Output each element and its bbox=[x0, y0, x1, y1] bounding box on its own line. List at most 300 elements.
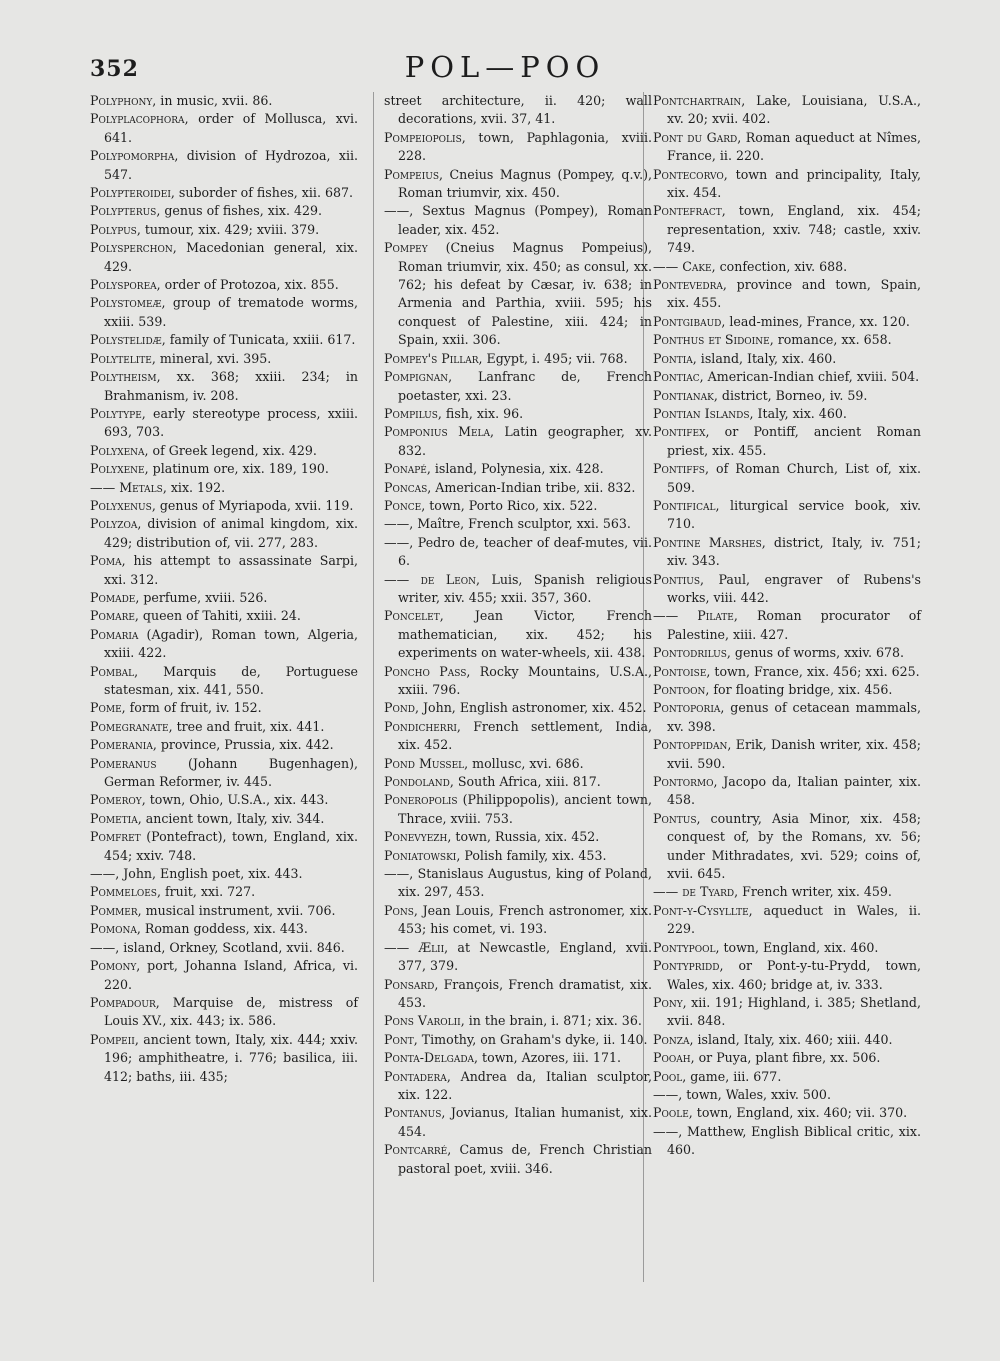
index-entry bbox=[653, 994, 921, 1031]
index-entry bbox=[384, 405, 652, 423]
entry-headword: Pont du Gard bbox=[653, 129, 738, 145]
entry-headword: Pontine Marshes bbox=[653, 534, 762, 550]
entry-text: , Rocky Mountains, U.S.A., xxiii. 796. bbox=[398, 663, 652, 697]
entry-headword: Pontchartrain bbox=[653, 93, 742, 108]
index-entry bbox=[90, 663, 358, 700]
entry-text: , town, France, xix. 456; xxi. 625. bbox=[706, 663, 920, 679]
entry-headword: Polytelite bbox=[90, 350, 152, 366]
index-column-3 bbox=[653, 92, 921, 1160]
index-entry bbox=[90, 147, 358, 184]
entry-text: , town, England, xix. 460. bbox=[715, 939, 879, 955]
entry-text: , romance, xx. 658. bbox=[769, 332, 892, 348]
index-column-1 bbox=[90, 92, 358, 1086]
entry-text: , aqueduct in Wales, ii. 229. bbox=[667, 902, 921, 937]
entry-text: , Matthew, English Biblical critic, xix. 460. bbox=[667, 1123, 921, 1158]
entry-headword: Pooah bbox=[653, 1050, 691, 1066]
entry-text: , American-Indian tribe, xii. 832. bbox=[427, 479, 636, 495]
entry-headword: Polystelidæ bbox=[90, 332, 162, 348]
entry-headword: Polyxene bbox=[90, 461, 145, 477]
entry-headword: Pontypool bbox=[653, 939, 716, 955]
entry-headword: Pontecorvo bbox=[653, 166, 724, 182]
index-entry bbox=[90, 736, 358, 754]
entry-headword: Pontoppidan bbox=[653, 737, 728, 753]
entry-text: , Jean Louis, French astronomer, xix. 453; his comet, vi. 193. bbox=[398, 902, 652, 937]
entry-headword: Pommer bbox=[90, 902, 138, 918]
index-entry bbox=[653, 699, 921, 736]
index-entry bbox=[90, 589, 358, 607]
index-entry bbox=[653, 258, 921, 276]
index-entry bbox=[384, 663, 652, 700]
entry-headword: —— bbox=[90, 939, 116, 955]
entry-text: , province, Prussia, xix. 442. bbox=[152, 737, 334, 753]
entry-text: , Roman goddess, xix. 443. bbox=[136, 921, 308, 937]
entry-headword: Pontia bbox=[653, 350, 693, 366]
index-entry bbox=[90, 497, 358, 515]
entry-text: , town, Russia, xix. 452. bbox=[447, 829, 600, 845]
entry-text: , early stereotype process, xxiii. 693, 703. bbox=[104, 405, 358, 440]
index-entry bbox=[653, 313, 921, 331]
entry-headword: Pometia bbox=[90, 810, 138, 826]
entry-text: , Latin geographer, xv. 832. bbox=[398, 424, 652, 458]
entry-headword: Pontypridd bbox=[653, 958, 720, 974]
entry-headword: Pontian Islands bbox=[653, 405, 750, 421]
entry-text: , at Newcastle, England, xvii. 377, 379. bbox=[398, 939, 652, 974]
index-entry bbox=[653, 276, 921, 313]
entry-text: , for floating bridge, xix. 456. bbox=[705, 682, 893, 697]
entry-text: , mollusc, xvi. 686. bbox=[464, 755, 584, 771]
entry-headword: Pontianak bbox=[653, 387, 714, 403]
entry-text: , town, Wales, xxiv. 500. bbox=[678, 1086, 831, 1102]
index-entry bbox=[653, 1031, 921, 1049]
entry-headword: Pome bbox=[90, 700, 122, 716]
index-entry bbox=[653, 1049, 921, 1067]
entry-text: , island, Orkney, Scotland, xvii. 846. bbox=[115, 939, 345, 955]
entry-text: , Pedro de, teacher of deaf-mutes, vii. 6. bbox=[398, 534, 652, 569]
entry-headword: Pontodrilus bbox=[653, 645, 727, 661]
entry-headword: Pony bbox=[653, 994, 683, 1010]
index-entry bbox=[384, 718, 652, 755]
index-entry bbox=[653, 202, 921, 257]
index-entry bbox=[90, 405, 358, 442]
entry-text: , town, England, xix. 454; representation, xxiv. 748; castle, xxiv. 749. bbox=[667, 203, 921, 256]
entry-headword: Pontgibaud bbox=[653, 313, 722, 329]
entry-text: , of Greek legend, xix. 429. bbox=[144, 442, 317, 458]
entry-text: , Andrea da, Italian sculptor, xix. 122. bbox=[398, 1068, 652, 1102]
entry-headword: Polypteroidei bbox=[90, 185, 171, 201]
entry-headword: Poncho Pass bbox=[384, 663, 467, 679]
index-entry bbox=[384, 129, 652, 166]
entry-headword: Pompeiopolis bbox=[384, 129, 462, 145]
index-entry bbox=[653, 534, 921, 571]
index-entry bbox=[384, 1031, 652, 1049]
index-entry bbox=[90, 442, 358, 460]
index-entry bbox=[90, 552, 358, 589]
entry-text: , Erik, Danish writer, xix. 458; xvii. 590. bbox=[667, 737, 921, 771]
index-entry bbox=[653, 663, 921, 681]
index-entry bbox=[653, 571, 921, 608]
entry-text: , game, iii. 677. bbox=[682, 1068, 782, 1084]
index-entry bbox=[653, 607, 921, 644]
entry-headword: Polypomorpha bbox=[90, 148, 175, 164]
index-column-2 bbox=[384, 92, 652, 1178]
entry-text: (Cneius Magnus Pompeius), Roman triumvir, xix. 450; as consul, xx. 762; his defeat by Cæsar, iv. 638; in Armenia and Parthia, xviii. 595; his conquest of Palestine, xiii. 424; in Spain, xxii. 306. bbox=[398, 240, 652, 348]
index-entry bbox=[90, 883, 358, 901]
entry-headword: Polyxena bbox=[90, 442, 145, 458]
index-entry bbox=[384, 92, 652, 129]
entry-text: , island, Polynesia, xix. 428. bbox=[426, 461, 604, 477]
entry-headword: Pomony bbox=[90, 958, 137, 974]
entry-headword: —— bbox=[90, 866, 116, 882]
index-entry bbox=[384, 479, 652, 497]
entry-text: , town, Paphlagonia, xviii. 228. bbox=[398, 129, 652, 164]
entry-headword: Pombal bbox=[90, 663, 135, 679]
entry-text: , South Africa, xiii. 817. bbox=[449, 774, 601, 790]
entry-headword: Pool bbox=[653, 1068, 683, 1084]
entry-headword: Pomeroy bbox=[90, 792, 142, 808]
entry-headword: Pontius bbox=[653, 571, 701, 587]
index-entry bbox=[653, 460, 921, 497]
index-entry bbox=[384, 1141, 652, 1178]
entry-text: , lead-mines, France, xx. 120. bbox=[721, 313, 910, 329]
entry-text: street architecture, ii. 420; wall decorations, xvii. 37, 41. bbox=[384, 93, 652, 127]
index-entry bbox=[384, 460, 652, 478]
index-entry bbox=[90, 110, 358, 147]
entry-headword: Polyzoa bbox=[90, 516, 138, 532]
index-entry bbox=[90, 479, 358, 497]
entry-headword: Ponthus et Sidoine bbox=[653, 332, 770, 348]
entry-text: , ancient town, Italy, xix. 444; xxiv. 196; amphitheatre, i. 776; basilica, iii. 412; baths, iii. 435; bbox=[104, 1031, 358, 1084]
index-entry bbox=[384, 847, 652, 865]
entry-headword: Polystomeæ bbox=[90, 295, 162, 311]
entry-headword: Ponapé bbox=[384, 461, 427, 477]
column-divider bbox=[373, 92, 374, 1282]
entry-text: , queen of Tahiti, xxiii. 24. bbox=[134, 608, 301, 624]
entry-headword: —— Cake bbox=[653, 258, 712, 274]
index-entry bbox=[653, 92, 921, 129]
entry-headword: Polytheism bbox=[90, 369, 157, 385]
index-entry bbox=[384, 1104, 652, 1141]
entry-text: , Lake, Louisiana, U.S.A., xv. 20; xvii. 402. bbox=[667, 93, 921, 127]
entry-text: , John, English poet, xix. 443. bbox=[115, 866, 303, 882]
entry-text: , division of animal kingdom, xix. 429; distribution of, vii. 277, 283. bbox=[104, 516, 358, 550]
entry-text: , group of trematode worms, xxiii. 539. bbox=[104, 295, 358, 329]
entry-headword: Ponce bbox=[384, 497, 422, 513]
entry-text: , order of Mollusca, xvi. 641. bbox=[104, 111, 358, 145]
entry-headword: Pomaria bbox=[90, 626, 139, 642]
index-entry bbox=[653, 368, 921, 386]
entry-text: , confection, xiv. 688. bbox=[711, 258, 848, 274]
entry-text: , fruit, xxi. 727. bbox=[156, 884, 256, 900]
entry-text: (Agadir), Roman town, Algeria, xxiii. 422. bbox=[104, 626, 358, 661]
entry-headword: Polypus bbox=[90, 221, 137, 237]
entry-text: , town, Porto Rico, xix. 522. bbox=[421, 497, 598, 513]
index-entry bbox=[653, 166, 921, 203]
index-entry bbox=[90, 202, 358, 220]
entry-headword: Pomegranate bbox=[90, 718, 169, 734]
index-entry bbox=[90, 184, 358, 202]
entry-headword: Pomona bbox=[90, 921, 137, 937]
entry-text: (Johann Bugenhagen), German Reformer, iv. 445. bbox=[104, 755, 358, 790]
entry-text: , American-Indian chief, xviii. 504. bbox=[699, 369, 920, 385]
entry-text: , Lanfranc de, French poetaster, xxi. 23. bbox=[398, 369, 652, 403]
index-entry bbox=[653, 810, 921, 884]
entry-headword: Pompilus bbox=[384, 405, 438, 421]
entry-text: , in music, xvii. 86. bbox=[152, 93, 273, 108]
entry-text: , or Puya, plant fibre, xx. 506. bbox=[690, 1050, 881, 1066]
entry-text: , Camus de, French Christian pastoral poet, xviii. 346. bbox=[398, 1142, 652, 1176]
entry-headword: Ponza bbox=[653, 1031, 690, 1047]
page-number: 352 bbox=[90, 56, 139, 82]
index-entry bbox=[90, 515, 358, 552]
entry-headword: Pompey's Pillar bbox=[384, 350, 479, 366]
entry-headword: Pontoporia bbox=[653, 700, 721, 716]
index-entry bbox=[384, 791, 652, 828]
entry-text: (Philippopolis), ancient town, Thrace, xviii. 753. bbox=[398, 792, 652, 826]
index-entry bbox=[653, 129, 921, 166]
entry-headword: Pompeii bbox=[90, 1031, 135, 1047]
index-entry bbox=[384, 368, 652, 405]
entry-headword: Pontevedra bbox=[653, 277, 723, 293]
index-entry bbox=[653, 1104, 921, 1122]
entry-headword: Pontus bbox=[653, 810, 697, 826]
index-entry bbox=[90, 460, 358, 478]
index-entry bbox=[90, 350, 358, 368]
entry-text: , platinum ore, xix. 189, 190. bbox=[144, 461, 329, 477]
entry-text: , Polish family, xix. 453. bbox=[456, 847, 607, 863]
entry-text: , French writer, xix. 459. bbox=[734, 884, 892, 900]
entry-text: , xii. 191; Highland, i. 385; Shetland, xvii. 848. bbox=[667, 994, 921, 1029]
entry-text: , in the brain, i. 871; xix. 36. bbox=[460, 1013, 642, 1029]
entry-headword: Pond Mussel bbox=[384, 755, 465, 771]
index-entry bbox=[90, 368, 358, 405]
entry-headword: Pomerania bbox=[90, 737, 153, 753]
index-entry bbox=[384, 755, 652, 773]
entry-headword: —— bbox=[384, 534, 410, 550]
entry-headword: —— de Leon bbox=[384, 571, 477, 587]
entry-text: , town, Ohio, U.S.A., xix. 443. bbox=[141, 792, 329, 808]
entry-text: , perfume, xviii. 526. bbox=[135, 589, 268, 605]
index-entry bbox=[90, 810, 358, 828]
entry-headword: Polyphony bbox=[90, 93, 153, 108]
index-entry bbox=[653, 681, 921, 699]
entry-text: , Luis, Spanish religious writer, xiv. 455; xxii. 357, 360. bbox=[398, 571, 652, 605]
entry-headword: Pontadera bbox=[384, 1068, 447, 1084]
entry-text: , division of Hydrozoa, xii. 547. bbox=[104, 148, 358, 182]
index-entry bbox=[384, 607, 652, 662]
entry-text: , Macedonian general, xix. 429. bbox=[104, 240, 358, 274]
entry-text: , district, Italy, iv. 751; xiv. 343. bbox=[667, 534, 921, 569]
entry-headword: Polysperchon bbox=[90, 240, 173, 256]
index-entry bbox=[384, 423, 652, 460]
entry-text: , Sextus Magnus (Pompey), Roman leader, xix. 452. bbox=[398, 203, 652, 237]
index-entry bbox=[384, 865, 652, 902]
entry-headword: Pontefract bbox=[653, 203, 722, 219]
index-entry bbox=[653, 331, 921, 349]
entry-text: , Cneius Magnus (Pompey, q.v.), Roman triumvir, xix. 450. bbox=[398, 166, 652, 201]
entry-headword: Polysporea bbox=[90, 277, 157, 293]
entry-headword: Poncas bbox=[384, 479, 428, 495]
entry-text: , tumour, xix. 429; xviii. 379. bbox=[136, 221, 320, 237]
entry-text: , or Pontiff, ancient Roman priest, xix. 455. bbox=[667, 424, 921, 458]
index-entry bbox=[384, 497, 652, 515]
index-entry bbox=[384, 239, 652, 349]
entry-text: , musical instrument, xvii. 706. bbox=[137, 902, 336, 918]
entry-headword: —— Metals bbox=[90, 479, 163, 495]
entry-text: , his attempt to assassinate Sarpi, xxi. 312. bbox=[104, 553, 358, 587]
index-entry bbox=[653, 387, 921, 405]
entry-text: , liturgical service book, xiv. 710. bbox=[667, 497, 921, 532]
entry-headword: —— Ælii bbox=[384, 939, 445, 955]
entry-headword: Polypterus bbox=[90, 203, 157, 219]
entry-headword: Pontormo bbox=[653, 774, 714, 790]
index-entry bbox=[653, 773, 921, 810]
entry-headword: Pomponius Mela bbox=[384, 424, 491, 440]
entry-text: , town and principality, Italy, xix. 454. bbox=[667, 166, 921, 201]
index-entry bbox=[384, 699, 652, 717]
entry-headword: Ponsard bbox=[384, 976, 435, 992]
entry-text: , island, Italy, xix. 460. bbox=[692, 350, 837, 366]
entry-headword: —— bbox=[384, 866, 410, 882]
entry-headword: Pompeius bbox=[384, 166, 439, 182]
entry-text: , or Pont-y-tu-Prydd, town, Wales, xix. 460; bridge at, iv. 333. bbox=[667, 958, 921, 992]
index-entry bbox=[90, 718, 358, 736]
entry-headword: Polyxenus bbox=[90, 497, 152, 513]
entry-headword: Pontanus bbox=[384, 1105, 442, 1121]
entry-text: , Italy, xix. 460. bbox=[749, 405, 847, 421]
entry-text: , form of fruit, iv. 152. bbox=[121, 700, 262, 716]
index-entry bbox=[90, 626, 358, 663]
index-entry bbox=[384, 534, 652, 571]
entry-headword: Pomfret bbox=[90, 829, 141, 845]
entry-text: , province and town, Spain, xix. 455. bbox=[667, 277, 921, 311]
entry-headword: Pont bbox=[384, 1031, 414, 1047]
index-entry bbox=[384, 773, 652, 791]
index-entry bbox=[653, 1123, 921, 1160]
entry-headword: Pondoland bbox=[384, 774, 450, 790]
index-entry bbox=[384, 1049, 652, 1067]
index-entry bbox=[90, 276, 358, 294]
index-entry bbox=[90, 331, 358, 349]
index-entry bbox=[653, 644, 921, 662]
index-entry bbox=[653, 1086, 921, 1104]
entry-text: , country, Asia Minor, xix. 458; conquest of, by the Romans, xv. 56; under Mithradates, xvi. 529; coins of, xvii. 645. bbox=[667, 810, 921, 882]
entry-text: , ancient town, Italy, xiv. 344. bbox=[137, 810, 325, 826]
index-entry bbox=[384, 902, 652, 939]
index-entry bbox=[384, 571, 652, 608]
entry-text: , genus of worms, xxiv. 678. bbox=[726, 645, 905, 661]
index-entry bbox=[653, 902, 921, 939]
entry-headword: Polyplacophora bbox=[90, 111, 185, 127]
entry-headword: —— bbox=[384, 203, 410, 219]
index-entry bbox=[653, 736, 921, 773]
entry-text: , town, England, xix. 460; vii. 370. bbox=[688, 1105, 908, 1121]
entry-text: , island, Italy, xix. 460; xiii. 440. bbox=[689, 1031, 893, 1047]
entry-text: , Marquise de, mistress of Louis XV., xix. 443; ix. 586. bbox=[104, 994, 358, 1029]
index-entry bbox=[653, 497, 921, 534]
entry-headword: Pompey bbox=[384, 240, 428, 256]
entry-text: , Timothy, on Graham's dyke, ii. 140. bbox=[413, 1031, 648, 1047]
entry-text: , xx. 368; xxiii. 234; in Brahmanism, iv. 208. bbox=[104, 369, 358, 403]
entry-headword: Pontoon bbox=[653, 682, 706, 697]
index-entry bbox=[90, 755, 358, 792]
entry-text: , John, English astronomer, xix. 452. bbox=[414, 700, 647, 716]
entry-headword: Pommeloes bbox=[90, 884, 157, 900]
entry-headword: Pontifical bbox=[653, 497, 716, 513]
entry-headword: Pomeranus bbox=[90, 755, 157, 771]
entry-headword: Pontoise bbox=[653, 663, 707, 679]
entry-text: , French settlement, India, xix. 452. bbox=[398, 718, 652, 753]
entry-headword: —— Pilate bbox=[653, 608, 734, 624]
entry-text: , order of Protozoa, xix. 855. bbox=[156, 277, 339, 293]
entry-text: , Paul, engraver of Rubens's works, viii. 442. bbox=[667, 571, 921, 605]
index-entry bbox=[90, 902, 358, 920]
entry-text: , Roman procurator of Palestine, xiii. 427. bbox=[667, 608, 921, 642]
index-entry bbox=[653, 423, 921, 460]
entry-text: , district, Borneo, iv. 59. bbox=[713, 387, 868, 403]
entry-headword: Pomade bbox=[90, 589, 136, 605]
index-entry bbox=[90, 994, 358, 1031]
entry-headword: Pondicherri bbox=[384, 718, 457, 734]
entry-headword: Pontifex bbox=[653, 424, 706, 440]
entry-headword: Pontcarré bbox=[384, 1142, 448, 1158]
entry-headword: Poneropolis bbox=[384, 792, 458, 808]
entry-text: , suborder of fishes, xii. 687. bbox=[170, 185, 354, 201]
index-entry bbox=[653, 883, 921, 901]
entry-headword: Pont-y-Cysyllte bbox=[653, 902, 749, 918]
entry-text: , family of Tunicata, xxiii. 617. bbox=[161, 332, 356, 348]
index-entry bbox=[90, 865, 358, 883]
index-entry bbox=[653, 350, 921, 368]
index-entry bbox=[384, 976, 652, 1013]
entry-text: (Pontefract), town, England, xix. 454; xxiv. 748. bbox=[104, 829, 358, 863]
index-entry bbox=[90, 699, 358, 717]
entry-text: , genus of fishes, xix. 429. bbox=[156, 203, 322, 219]
entry-text: , mineral, xvi. 395. bbox=[151, 350, 272, 366]
entry-headword: Poma bbox=[90, 553, 122, 569]
page-heading: POL—POO bbox=[404, 50, 606, 84]
index-entry bbox=[90, 1031, 358, 1086]
entry-headword: Pons bbox=[384, 902, 414, 918]
entry-headword: —— bbox=[384, 516, 410, 532]
entry-text: , Stanislaus Augustus, king of Poland, xix. 297, 453. bbox=[398, 866, 652, 900]
index-entry bbox=[90, 239, 358, 276]
entry-text: , tree and fruit, xix. 441. bbox=[168, 718, 325, 734]
entry-headword: —— bbox=[653, 1123, 679, 1139]
index-entry bbox=[90, 920, 358, 938]
index-entry bbox=[90, 294, 358, 331]
entry-text: , fish, xix. 96. bbox=[437, 405, 524, 421]
entry-text: , Maître, French sculptor, xxi. 563. bbox=[409, 516, 631, 532]
index-entry bbox=[384, 1012, 652, 1030]
entry-text: , genus of cetacean mammals, xv. 398. bbox=[667, 700, 921, 734]
index-entry bbox=[90, 607, 358, 625]
entry-text: , Marquis de, Portuguese statesman, xix. 441, 550. bbox=[104, 663, 358, 697]
entry-headword: Poncelet bbox=[384, 608, 440, 624]
entry-headword: Pontiac bbox=[653, 369, 700, 385]
entry-headword: —— de Tyard bbox=[653, 884, 735, 900]
entry-text: , town, Azores, iii. 171. bbox=[474, 1050, 621, 1066]
index-entry bbox=[653, 957, 921, 994]
index-entry bbox=[384, 202, 652, 239]
index-entry bbox=[384, 515, 652, 533]
index-entry bbox=[90, 939, 358, 957]
entry-text: , Egypt, i. 495; vii. 768. bbox=[478, 350, 628, 366]
index-entry bbox=[90, 828, 358, 865]
entry-text: , Jean Victor, French mathematician, xix. 452; his experiments on water-wheels, xii. 438. bbox=[398, 608, 652, 661]
index-entry bbox=[90, 221, 358, 239]
index-entry bbox=[653, 405, 921, 423]
entry-headword: Polytype bbox=[90, 405, 142, 421]
